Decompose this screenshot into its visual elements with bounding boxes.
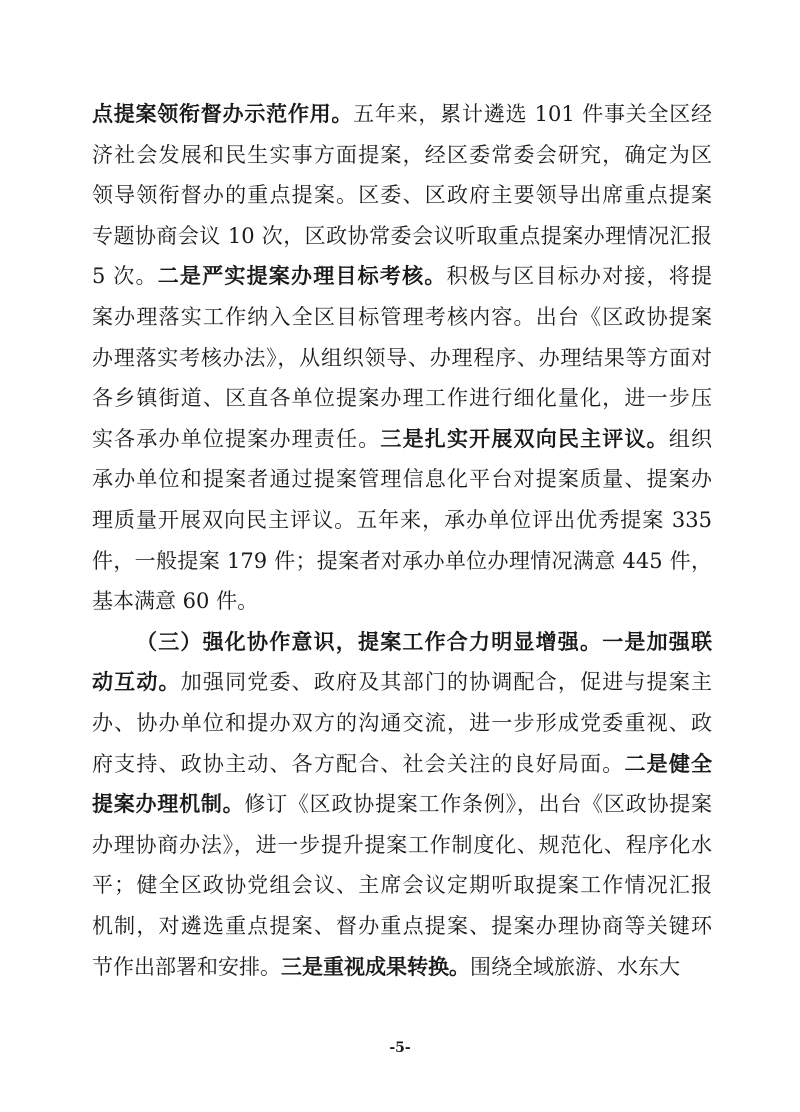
text-line bbox=[92, 297, 712, 337]
text-line bbox=[92, 825, 712, 865]
text-line bbox=[92, 256, 712, 296]
text-segment: 5 次。 bbox=[92, 264, 158, 289]
text-segment: 领导领衔督办的重点提案。区委、区政府主要领导出席重点提案 bbox=[92, 183, 712, 208]
bold-text-segment: 提案办理机制。 bbox=[92, 791, 245, 817]
text-segment: 组织 bbox=[668, 426, 712, 451]
text-segment: 五年来，累计遴选 101 件事关全区经 bbox=[353, 102, 712, 126]
text-segment: 各乡镇街道、区直各单位提案办理工作进行细化量化，进一步压 bbox=[92, 386, 712, 411]
text-line bbox=[92, 459, 712, 499]
text-line bbox=[92, 378, 712, 418]
bold-text-segment: 三是扎实开展双向民主评议。 bbox=[380, 425, 669, 451]
text-segment: 修订《区政协提案工作条例》，出台《区政协提案 bbox=[244, 792, 712, 817]
bold-text-segment: 二是严实提案办理目标考核。 bbox=[157, 263, 447, 289]
text-segment: 件，一般提案 179 件；提案者对承办单位办理情况满意 445 件， bbox=[92, 548, 712, 573]
text-line bbox=[92, 662, 712, 702]
text-line bbox=[92, 338, 712, 378]
text-segment: 理质量开展双向民主评议。五年来，承办单位评出优秀提案 335 bbox=[92, 508, 712, 532]
text-segment: 办、协办单位和提办双方的沟通交流，进一步形成党委重视、政 bbox=[92, 711, 712, 735]
text-segment: 专题协商会议 10 次，区政协常委会议听取重点提案办理情况汇报 bbox=[92, 223, 712, 248]
text-segment: 承办单位和提案者通过提案管理信息化平台对提案质量、提案办 bbox=[92, 467, 712, 492]
text-line bbox=[92, 500, 712, 540]
bold-text-segment: 动互动。 bbox=[92, 669, 181, 695]
text-segment: 办理落实考核办法》，从组织领导、办理程序、办理结果等方面对 bbox=[92, 345, 712, 370]
text-segment: 府支持、政协主动、各方配合、社会关注的良好局面。 bbox=[92, 751, 625, 776]
text-line bbox=[136, 622, 712, 662]
text-line bbox=[92, 906, 712, 946]
text-segment: 案办理落实工作纳入全区目标管理考核内容。出台《区政协提案 bbox=[92, 305, 712, 329]
text-segment: 节作出部署和安排。 bbox=[92, 954, 281, 979]
text-segment: 加强同党委、政府及其部门的协调配合，促进与提案主 bbox=[180, 670, 712, 695]
bold-text-segment: 三是重视成果转换。 bbox=[281, 953, 470, 979]
text-line bbox=[92, 175, 712, 215]
text-segment: 实各承办单位提案办理责任。 bbox=[92, 426, 381, 451]
text-line bbox=[92, 581, 712, 621]
text-segment: 基本满意 60 件。 bbox=[92, 589, 259, 614]
text-line bbox=[92, 135, 712, 175]
text-line bbox=[92, 541, 712, 581]
text-segment: 积极与区目标办对接，将提 bbox=[446, 264, 712, 289]
page-number: -5- bbox=[389, 1040, 411, 1056]
bold-text-segment: 点提案领衔督办示范作用。 bbox=[92, 101, 354, 126]
text-segment: 办理协商办法》，进一步提升提案工作制度化、规范化、程序化水 bbox=[92, 832, 712, 857]
bold-text-segment: 二是健全 bbox=[624, 750, 712, 776]
text-segment: 平；健全区政协党组会议、主席会议定期听取提案工作情况汇报 bbox=[92, 873, 712, 898]
text-line bbox=[92, 865, 712, 905]
text-line bbox=[92, 784, 712, 824]
text-segment: 机制，对遴选重点提案、督办重点提案、提案办理协商等关键环 bbox=[92, 914, 712, 938]
text-segment: 围绕全域旅游、水东大 bbox=[470, 954, 680, 979]
text-line bbox=[92, 744, 712, 784]
text-line bbox=[92, 947, 712, 987]
text-segment: 济社会发展和民生实事方面提案，经区委常委会研究，确定为区 bbox=[92, 142, 712, 167]
text-line bbox=[92, 703, 712, 743]
bold-text-segment: （三）强化协作意识，提案工作合力明显增强。一是加强联 bbox=[136, 628, 712, 654]
text-line bbox=[92, 419, 712, 459]
text-line bbox=[92, 94, 712, 134]
text-line bbox=[92, 216, 712, 256]
